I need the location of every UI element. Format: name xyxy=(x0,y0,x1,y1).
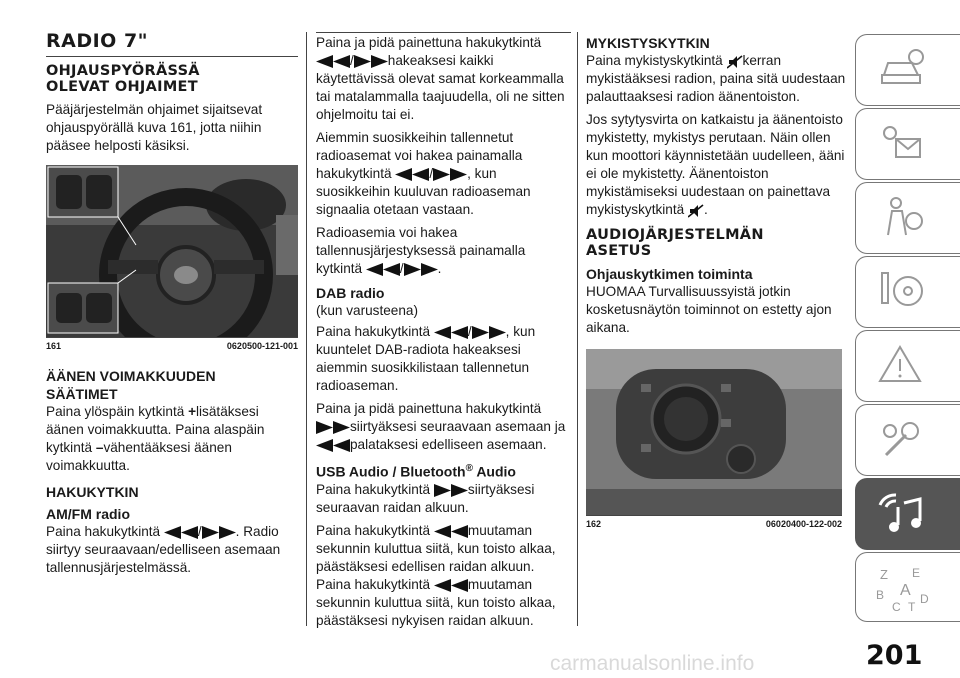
mute-heading: MYKISTYSKYTKIN xyxy=(586,35,710,51)
column-1 xyxy=(46,30,298,582)
column-divider-2 xyxy=(577,32,578,626)
steering-wheel-photo xyxy=(46,165,298,337)
svg-text:T: T xyxy=(908,600,916,613)
tab-index[interactable] xyxy=(855,552,960,622)
usb-bluetooth-heading: USB Audio / Bluetooth® Audio xyxy=(316,463,516,480)
seek-hold-text: Paina ja pidä painettuna hakukytkintä / hakeaksesi kaikki käytettävissä olevat samat korkeammalla tai matalammalla taajuudella, oli ne sitten ohjelmoitu tai ei. xyxy=(316,35,565,122)
seek-up-icon xyxy=(202,526,236,539)
mute-text-2: Jos sytytysvirta on katkaistu ja äänentoisto mykistetty, mykistys perutaan. Näin ollen kun moottori käynnistetään uudelleen, ääni ei ole mykistetty. Äänentoiston mykistämiseksi uudestaan on painettava mykistyskytkintä . xyxy=(586,112,845,217)
seek-up-icon xyxy=(316,421,350,434)
figure-162 xyxy=(586,349,842,515)
tab-multimedia[interactable] xyxy=(855,478,960,550)
figure-162-caption xyxy=(586,515,842,529)
figure-161-caption xyxy=(46,337,298,351)
seek-down-icon xyxy=(316,439,350,452)
steering-wheel-icon xyxy=(876,269,926,311)
volume-text: Paina ylöspäin kytkintä +lisätäksesi äänen voimakkuutta. Paina alaspäin kytkintä –vähentääksesi äänen voimakkuutta. xyxy=(46,404,265,473)
stored-order-text: Radioasemia voi hakea tallennusjärjestyksessä painamalla kytkintä / . xyxy=(316,225,526,276)
seek-up-icon xyxy=(433,168,467,181)
seek-down-icon xyxy=(434,579,468,592)
amfm-text: Paina hakukytkintä / . Radio siirtyy seuraavaan/edelliseen asemaan tallennusjärjestelmässä. xyxy=(46,524,281,575)
column-2 xyxy=(316,34,571,635)
page-number: 201 xyxy=(866,640,923,671)
tab-maintenance[interactable] xyxy=(855,404,960,476)
alphabetical-index-icon xyxy=(876,565,932,613)
svg-text:D: D xyxy=(920,592,929,606)
tab-seatbelt-airbag[interactable] xyxy=(855,182,960,254)
seek-down-icon xyxy=(164,526,198,539)
mute-text-1: Paina mykistyskytkintä kerran mykistääksesi radion, paina sitä uudestaan palauttaaksesi radion äänentoiston. xyxy=(586,53,846,104)
steering-controls-heading: OHJAUSPYÖRÄSSÄ OLEVAT OHJAIMET xyxy=(46,63,200,95)
svg-text:C: C xyxy=(892,600,901,613)
tab-warning-lights[interactable] xyxy=(855,108,960,180)
usb-next-text: Paina hakukytkintä siirtyäksesi seuraavan raidan alkuun. xyxy=(316,481,535,515)
svg-text:A: A xyxy=(900,582,911,599)
maintenance-icon xyxy=(876,417,926,459)
page-title: RADIO 7" xyxy=(46,30,149,52)
column-3 xyxy=(586,34,846,529)
car-info-icon xyxy=(876,47,926,89)
dab-heading: DAB radio xyxy=(316,285,385,301)
control-switch-heading: Ohjauskytkimen toiminta xyxy=(586,266,753,282)
mute-icon xyxy=(688,204,704,217)
steering-controls-text: Pääjärjestelmän ohjaimet sijaitsevat ohjauspyörällä kuva 161, jotta niihin pääsee helposti käsiksi. xyxy=(46,102,263,153)
seek-up-icon xyxy=(434,484,468,497)
mute-icon xyxy=(727,55,743,68)
column-divider-1 xyxy=(306,32,307,626)
dab-text: Paina hakukytkintä / , kun kuuntelet DAB-radiota hakeaksesi aiemmin suosikkilistaan tallennetun radioaseman. xyxy=(316,324,536,393)
search-switch-heading: HAKUKYTKIN xyxy=(46,484,139,500)
svg-text:B: B xyxy=(876,588,885,602)
tab-steering[interactable] xyxy=(855,256,960,328)
breakdown-triangle-icon xyxy=(876,343,926,385)
svg-text:E: E xyxy=(912,566,921,580)
tab-car-info[interactable] xyxy=(855,34,960,106)
seek-down-icon xyxy=(316,55,350,68)
audio-settings-heading: AUDIOJÄRJESTELMÄN ASETUS xyxy=(586,227,764,259)
top-rule-col2 xyxy=(316,32,571,33)
plus-symbol: + xyxy=(188,404,197,419)
warning-lights-icon xyxy=(876,121,926,163)
dab-sub: (kun varusteena) xyxy=(316,303,419,318)
seek-down-icon xyxy=(434,525,468,538)
figure-162-code: 06020400-122-002 xyxy=(765,519,842,529)
figure-161-number: 161 xyxy=(46,341,62,351)
usb-prev-text: Paina hakukytkintä muutaman sekunnin kuluttua siitä, kun toisto alkaa, päästäksesi edellisen raidan alkuun. xyxy=(316,522,556,574)
tab-breakdown[interactable] xyxy=(855,330,960,402)
figure-162-number: 162 xyxy=(586,519,602,529)
figure-161-code: 0620500-121-001 xyxy=(226,341,298,351)
multimedia-icon xyxy=(876,491,928,535)
watermark: carmanualsonline.info xyxy=(550,652,755,675)
title-rule xyxy=(46,56,298,57)
commander-knob-photo xyxy=(586,349,842,515)
svg-text:Z: Z xyxy=(880,567,888,582)
seek-down-icon xyxy=(434,326,468,339)
safety-note: HUOMAA Turvallisuussyistä jotkin kosketusnäytön toiminnot on estetty ajon aikana. xyxy=(586,284,832,335)
minus-symbol: – xyxy=(95,440,104,455)
dab-hold-text: Paina ja pidä painettuna hakukytkintä siirtyäksesi seuraavaan asemaan ja palataksesi edelliseen asemaan. xyxy=(316,401,566,452)
amfm-heading: AM/FM radio xyxy=(46,506,130,522)
seek-up-icon xyxy=(472,326,506,339)
figure-161 xyxy=(46,165,298,337)
seek-up-icon xyxy=(404,263,438,276)
usb-current-text: Paina hakukytkintä muutaman sekunnin kuluttua siitä, kun toisto alkaa, päästäksesi nykyisen raidan alkuun. xyxy=(316,576,556,628)
favorites-text: Aiemmin suosikkeihin tallennetut radioasemat voi hakea painamalla hakukytkintä / , kun suosikkeihin kuuluvan radioaseman signaalia otetaan vastaan. xyxy=(316,130,531,217)
seek-up-icon xyxy=(354,55,388,68)
seatbelt-airbag-icon xyxy=(876,195,926,237)
seek-down-icon xyxy=(366,263,400,276)
volume-heading: ÄÄNEN VOIMAKKUUDEN SÄÄTIMET xyxy=(46,368,216,402)
seek-down-icon xyxy=(395,168,429,181)
registered-mark: ® xyxy=(465,463,473,474)
